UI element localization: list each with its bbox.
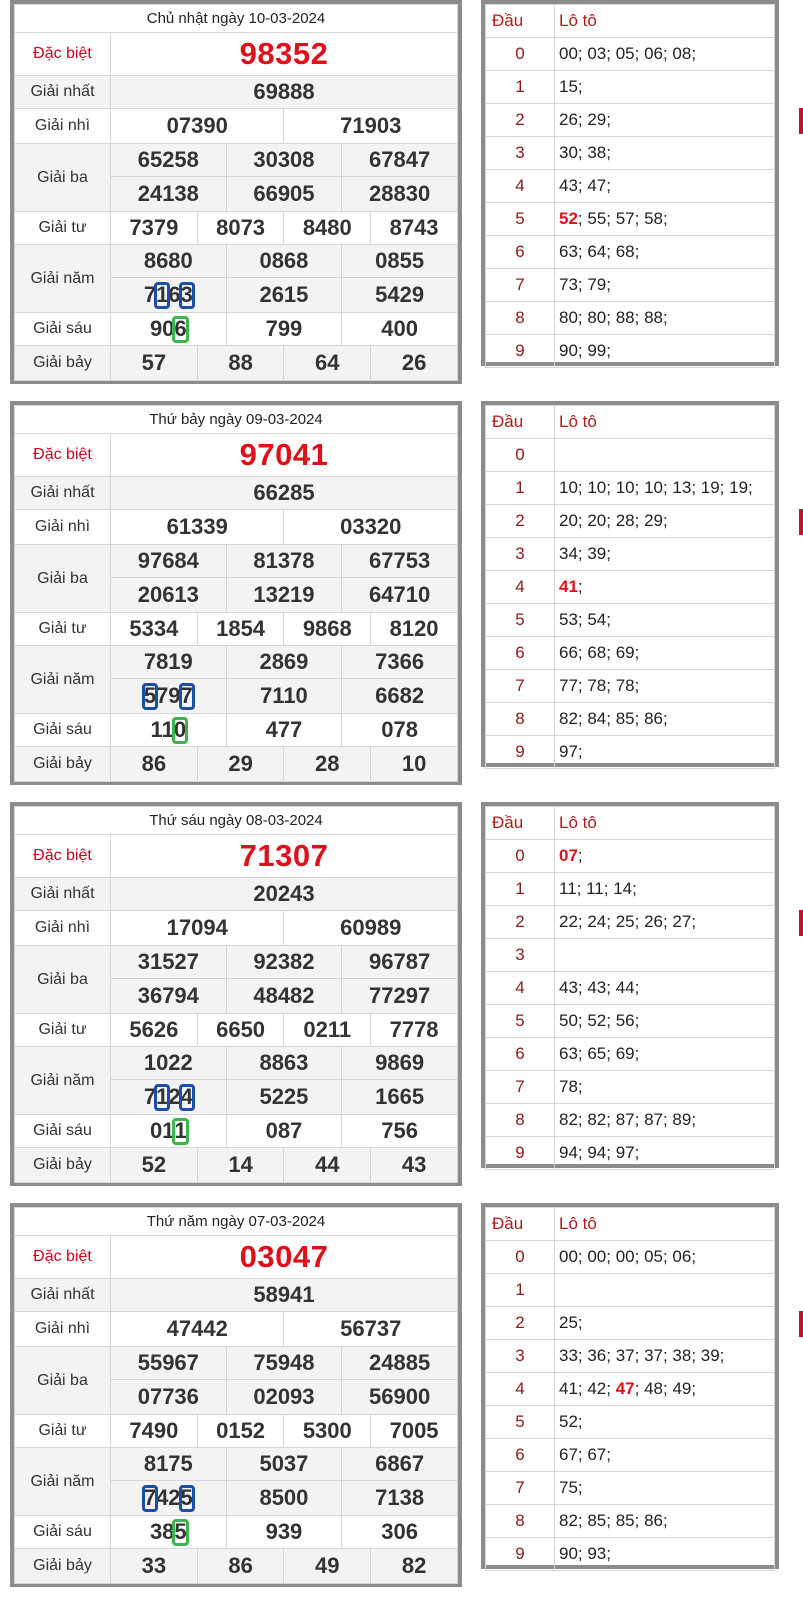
prize-label-seventh: Giải bảy: [15, 747, 111, 782]
draw-date-title: Chủ nhật ngày 10-03-2024: [15, 5, 458, 33]
prize-label-first: Giải nhất: [15, 477, 111, 510]
third-prize-number: 48482: [226, 979, 342, 1014]
fifth-prize-number: 5429: [342, 278, 458, 313]
loto-values: 11; 11; 14;: [555, 873, 775, 906]
third-prize-number: 55967: [111, 1347, 227, 1380]
loto-head-digit: 0: [486, 840, 555, 873]
side-tab-marker: [799, 1311, 803, 1337]
prize-label-fifth: Giải năm: [15, 1047, 111, 1115]
loto-head-digit: 4: [486, 170, 555, 203]
loto-values: 43; 43; 44;: [555, 972, 775, 1005]
sixth-prize-number: 799: [226, 313, 342, 346]
special-prize-number: 03047: [111, 1236, 458, 1279]
fifth-prize-number: 5225: [226, 1080, 342, 1115]
fourth-prize-number: 5300: [284, 1415, 371, 1448]
loto-values-part: ; 48; 49;: [634, 1379, 697, 1398]
results-table: [10, 401, 462, 785]
digits: 7: [143, 1084, 157, 1109]
loto-values: 10; 10; 10; 10; 13; 19; 19;: [555, 472, 775, 505]
first-prize-number: 58941: [111, 1279, 458, 1312]
loto-head-digit: 7: [486, 670, 555, 703]
sixth-prize-number-highlighted: [111, 714, 227, 747]
fourth-prize-number: 8120: [371, 613, 458, 646]
fourth-prize-number: 5334: [111, 613, 198, 646]
first-prize-number: 66285: [111, 477, 458, 510]
prize-label-fifth: Giải năm: [15, 245, 111, 313]
loto-head-digit: 1: [486, 1274, 555, 1307]
loto-table: [481, 401, 779, 767]
green-highlight-digit: 5: [174, 1519, 187, 1544]
loto-values: 90; 93;: [555, 1538, 775, 1571]
second-prize-number: 03320: [284, 510, 458, 545]
seventh-prize-number: 33: [111, 1549, 198, 1584]
loto-head-digit: 8: [486, 703, 555, 736]
prize-label-first: Giải nhất: [15, 878, 111, 911]
fourth-prize-number: 9868: [284, 613, 371, 646]
loto-values: 53; 54;: [555, 604, 775, 637]
fifth-prize-number: 1665: [342, 1080, 458, 1115]
third-prize-number: 64710: [342, 578, 458, 613]
fourth-prize-number: 6650: [197, 1014, 284, 1047]
loto-values: 52;: [555, 1406, 775, 1439]
fourth-prize-number: 0152: [197, 1415, 284, 1448]
loto-head-digit: 0: [486, 439, 555, 472]
loto-head-digit: 8: [486, 1104, 555, 1137]
seventh-prize-number: 57: [111, 346, 198, 381]
loto-values: 00; 03; 05; 06; 08;: [555, 38, 775, 71]
second-prize-number: 07390: [111, 109, 284, 144]
sixth-prize-number: 087: [226, 1115, 342, 1148]
loto-head-digit: 6: [486, 236, 555, 269]
loto-values: 63; 64; 68;: [555, 236, 775, 269]
loto-values: 00; 00; 00; 05; 06;: [555, 1241, 775, 1274]
prize-label-seventh: Giải bảy: [15, 1549, 111, 1584]
loto-values: [555, 1373, 775, 1406]
fifth-prize-number: 7110: [226, 679, 342, 714]
fourth-prize-number: 0211: [284, 1014, 371, 1047]
prize-label-sixth: Giải sáu: [15, 1516, 111, 1549]
sixth-prize-number: 078: [342, 714, 458, 747]
third-prize-number: 31527: [111, 946, 227, 979]
third-prize-number: 75948: [226, 1347, 342, 1380]
day-block: [0, 802, 803, 1192]
seventh-prize-number: 44: [284, 1148, 371, 1183]
third-prize-number: 92382: [226, 946, 342, 979]
prize-label-second: Giải nhì: [15, 109, 111, 144]
loto-values: [555, 571, 775, 604]
loto-values: 34; 39;: [555, 538, 775, 571]
loto-table: [481, 0, 779, 366]
loto-head-digit: 4: [486, 1373, 555, 1406]
loto-values: 15;: [555, 71, 775, 104]
loto-head-digit: 2: [486, 1307, 555, 1340]
blue-highlight-digit: 5: [180, 1485, 193, 1510]
loto-head-digit: 4: [486, 571, 555, 604]
fifth-prize-number: 8863: [226, 1047, 342, 1080]
fifth-prize-number: 8175: [111, 1448, 227, 1481]
special-tail-highlight: 47: [615, 1379, 635, 1398]
third-prize-number: 56900: [342, 1380, 458, 1415]
loto-header-values: Lô tô: [555, 1208, 775, 1241]
loto-head-digit: 6: [486, 637, 555, 670]
second-prize-number: 71903: [284, 109, 458, 144]
loto-values-part: ;: [577, 577, 583, 596]
digits: 79: [156, 683, 181, 708]
loto-values-part: ; 55; 57; 58;: [577, 209, 668, 228]
seventh-prize-number: 86: [111, 747, 198, 782]
loto-values: [555, 439, 775, 472]
draw-date-title: Thứ sáu ngày 08-03-2024: [15, 807, 458, 835]
seventh-prize-number: 88: [197, 346, 284, 381]
loto-values: 20; 20; 28; 29;: [555, 505, 775, 538]
side-tab-marker: [799, 910, 803, 936]
fifth-prize-number: 2869: [226, 646, 342, 679]
fifth-prize-number-highlighted: [111, 278, 227, 313]
results-table: [10, 802, 462, 1186]
third-prize-number: 07736: [111, 1380, 227, 1415]
fifth-prize-number: 0868: [226, 245, 342, 278]
fifth-prize-number: 7819: [111, 646, 227, 679]
fourth-prize-number: 7379: [111, 212, 198, 245]
prize-label-sixth: Giải sáu: [15, 313, 111, 346]
prize-label-sixth: Giải sáu: [15, 714, 111, 747]
digits: 7: [143, 282, 157, 307]
loto-values: 90; 99;: [555, 335, 775, 368]
digits: 42: [156, 1485, 181, 1510]
loto-values: 33; 36; 37; 37; 38; 39;: [555, 1340, 775, 1373]
seventh-prize-number: 26: [371, 346, 458, 381]
loto-values: 82; 82; 87; 87; 89;: [555, 1104, 775, 1137]
side-tab-marker: [799, 509, 803, 535]
loto-head-digit: 7: [486, 269, 555, 302]
loto-values: 82; 84; 85; 86;: [555, 703, 775, 736]
loto-head-digit: 3: [486, 939, 555, 972]
loto-values: 26; 29;: [555, 104, 775, 137]
sixth-prize-number-highlighted: [111, 313, 227, 346]
loto-header-values: Lô tô: [555, 406, 775, 439]
loto-head-digit: 3: [486, 137, 555, 170]
fifth-prize-number: 7138: [342, 1481, 458, 1516]
draw-date-title: Thứ bảy ngày 09-03-2024: [15, 406, 458, 434]
third-prize-number: 66905: [226, 177, 342, 212]
blue-highlight-digit: 1: [156, 282, 169, 307]
loto-values: 73; 79;: [555, 269, 775, 302]
loto-values: 63; 65; 69;: [555, 1038, 775, 1071]
loto-header-values: Lô tô: [555, 807, 775, 840]
seventh-prize-number: 28: [284, 747, 371, 782]
loto-head-digit: 2: [486, 104, 555, 137]
prize-label-fourth: Giải tư: [15, 1014, 111, 1047]
loto-values: 30; 38;: [555, 137, 775, 170]
fourth-prize-number: 8073: [197, 212, 284, 245]
blue-highlight-digit: 5: [143, 683, 157, 708]
loto-values-part: 41; 42;: [559, 1379, 616, 1398]
loto-values: 25;: [555, 1307, 775, 1340]
seventh-prize-number: 29: [197, 747, 284, 782]
fifth-prize-number: 2615: [226, 278, 342, 313]
loto-table: [481, 802, 779, 1168]
loto-head-digit: 0: [486, 38, 555, 71]
third-prize-number: 28830: [342, 177, 458, 212]
loto-values: [555, 939, 775, 972]
prize-label-second: Giải nhì: [15, 510, 111, 545]
prize-label-special: Đặc biệt: [15, 434, 111, 477]
loto-head-digit: 2: [486, 906, 555, 939]
loto-values: 22; 24; 25; 26; 27;: [555, 906, 775, 939]
seventh-prize-number: 49: [284, 1549, 371, 1584]
loto-values-part: ;: [577, 846, 583, 865]
second-prize-number: 17094: [111, 911, 284, 946]
green-highlight-digit: 0: [173, 717, 187, 742]
third-prize-number: 77297: [342, 979, 458, 1014]
prize-label-third: Giải ba: [15, 1347, 111, 1415]
third-prize-number: 67847: [342, 144, 458, 177]
fifth-prize-number: 9869: [342, 1047, 458, 1080]
fifth-prize-number-highlighted: [111, 679, 227, 714]
fifth-prize-number: 8680: [111, 245, 227, 278]
digits: 90: [149, 316, 175, 341]
loto-values: 82; 85; 85; 86;: [555, 1505, 775, 1538]
fifth-prize-number: 6867: [342, 1448, 458, 1481]
loto-values: 80; 80; 88; 88;: [555, 302, 775, 335]
loto-header-dau: Đầu: [486, 1208, 555, 1241]
loto-head-digit: 3: [486, 538, 555, 571]
loto-values: 50; 52; 56;: [555, 1005, 775, 1038]
loto-head-digit: 1: [486, 71, 555, 104]
loto-head-digit: 1: [486, 472, 555, 505]
blue-highlight-digit: 1: [156, 1084, 169, 1109]
prize-label-third: Giải ba: [15, 545, 111, 613]
sixth-prize-number: 400: [342, 313, 458, 346]
special-prize-number: 97041: [111, 434, 458, 477]
loto-head-digit: 9: [486, 335, 555, 368]
second-prize-number: 60989: [284, 911, 458, 946]
day-block: [0, 1203, 803, 1593]
seventh-prize-number: 82: [371, 1549, 458, 1584]
digits: 2: [168, 1084, 181, 1109]
fourth-prize-number: 7490: [111, 1415, 198, 1448]
third-prize-number: 02093: [226, 1380, 342, 1415]
fifth-prize-number: 5037: [226, 1448, 342, 1481]
fifth-prize-number: 7366: [342, 646, 458, 679]
fourth-prize-number: 1854: [197, 613, 284, 646]
prize-label-sixth: Giải sáu: [15, 1115, 111, 1148]
third-prize-number: 96787: [342, 946, 458, 979]
loto-head-digit: 5: [486, 1005, 555, 1038]
prize-label-seventh: Giải bảy: [15, 1148, 111, 1183]
seventh-prize-number: 43: [371, 1148, 458, 1183]
prize-label-fourth: Giải tư: [15, 212, 111, 245]
loto-head-digit: 7: [486, 1472, 555, 1505]
loto-head-digit: 0: [486, 1241, 555, 1274]
prize-label-special: Đặc biệt: [15, 835, 111, 878]
third-prize-number: 36794: [111, 979, 227, 1014]
special-tail-highlight: 41: [559, 577, 578, 596]
loto-head-digit: 8: [486, 302, 555, 335]
third-prize-number: 81378: [226, 545, 342, 578]
blue-highlight-digit: 7: [180, 683, 193, 708]
sixth-prize-number: 306: [342, 1516, 458, 1549]
loto-head-digit: 4: [486, 972, 555, 1005]
fourth-prize-number: 7778: [371, 1014, 458, 1047]
loto-header-dau: Đầu: [486, 807, 555, 840]
loto-values: 97;: [555, 736, 775, 769]
seventh-prize-number: 14: [197, 1148, 284, 1183]
fifth-prize-number: 6682: [342, 679, 458, 714]
seventh-prize-number: 10: [371, 747, 458, 782]
loto-values: [555, 203, 775, 236]
day-block: [0, 0, 803, 390]
prize-label-third: Giải ba: [15, 144, 111, 212]
digits: 01: [149, 1118, 175, 1143]
loto-values: [555, 1274, 775, 1307]
fifth-prize-number: 8500: [226, 1481, 342, 1516]
loto-values: 75;: [555, 1472, 775, 1505]
seventh-prize-number: 86: [197, 1549, 284, 1584]
second-prize-number: 47442: [111, 1312, 284, 1347]
blue-highlight-digit: 7: [143, 1485, 157, 1510]
first-prize-number: 20243: [111, 878, 458, 911]
loto-header-dau: Đầu: [486, 5, 555, 38]
sixth-prize-number: 756: [342, 1115, 458, 1148]
third-prize-number: 24885: [342, 1347, 458, 1380]
prize-label-fourth: Giải tư: [15, 613, 111, 646]
green-highlight-digit: 6: [174, 316, 187, 341]
third-prize-number: 20613: [111, 578, 227, 613]
third-prize-number: 97684: [111, 545, 227, 578]
third-prize-number: 67753: [342, 545, 458, 578]
loto-values: 77; 78; 78;: [555, 670, 775, 703]
fifth-prize-number: 0855: [342, 245, 458, 278]
loto-head-digit: 2: [486, 505, 555, 538]
loto-values: 43; 47;: [555, 170, 775, 203]
loto-head-digit: 9: [486, 1538, 555, 1571]
fifth-prize-number-highlighted: [111, 1481, 227, 1516]
loto-values: 66; 68; 69;: [555, 637, 775, 670]
prize-label-third: Giải ba: [15, 946, 111, 1014]
second-prize-number: 61339: [111, 510, 284, 545]
prize-label-second: Giải nhì: [15, 911, 111, 946]
prize-label-fifth: Giải năm: [15, 1448, 111, 1516]
seventh-prize-number: 52: [111, 1148, 198, 1183]
side-tab-marker: [799, 108, 803, 134]
loto-head-digit: 7: [486, 1071, 555, 1104]
prize-label-first: Giải nhất: [15, 1279, 111, 1312]
fifth-prize-number-highlighted: [111, 1080, 227, 1115]
special-tail-highlight: 52: [559, 209, 578, 228]
digits: 38: [149, 1519, 175, 1544]
third-prize-number: 13219: [226, 578, 342, 613]
second-prize-number: 56737: [284, 1312, 458, 1347]
loto-values: [555, 840, 775, 873]
prize-label-special: Đặc biệt: [15, 1236, 111, 1279]
loto-head-digit: 5: [486, 203, 555, 236]
blue-highlight-digit: 4: [180, 1084, 193, 1109]
prize-label-first: Giải nhất: [15, 76, 111, 109]
fourth-prize-number: 5626: [111, 1014, 198, 1047]
loto-head-digit: 1: [486, 873, 555, 906]
third-prize-number: 65258: [111, 144, 227, 177]
loto-head-digit: 6: [486, 1038, 555, 1071]
loto-table: [481, 1203, 779, 1569]
prize-label-second: Giải nhì: [15, 1312, 111, 1347]
special-tail-highlight: 07: [559, 846, 578, 865]
draw-date-title: Thứ năm ngày 07-03-2024: [15, 1208, 458, 1236]
fifth-prize-number: 1022: [111, 1047, 227, 1080]
fourth-prize-number: 8743: [371, 212, 458, 245]
results-table: [10, 0, 462, 384]
sixth-prize-number: 477: [226, 714, 342, 747]
seventh-prize-number: 64: [284, 346, 371, 381]
fourth-prize-number: 8480: [284, 212, 371, 245]
loto-header-values: Lô tô: [555, 5, 775, 38]
sixth-prize-number-highlighted: [111, 1115, 227, 1148]
loto-head-digit: 9: [486, 1137, 555, 1170]
loto-values: 94; 94; 97;: [555, 1137, 775, 1170]
prize-label-special: Đặc biệt: [15, 33, 111, 76]
loto-head-digit: 3: [486, 1340, 555, 1373]
day-block: [0, 401, 803, 791]
loto-head-digit: 5: [486, 604, 555, 637]
loto-head-digit: 5: [486, 1406, 555, 1439]
third-prize-number: 30308: [226, 144, 342, 177]
loto-head-digit: 9: [486, 736, 555, 769]
sixth-prize-number: 939: [226, 1516, 342, 1549]
loto-head-digit: 8: [486, 1505, 555, 1538]
blue-highlight-digit: 3: [180, 282, 193, 307]
first-prize-number: 69888: [111, 76, 458, 109]
fourth-prize-number: 7005: [371, 1415, 458, 1448]
third-prize-number: 24138: [111, 177, 227, 212]
loto-head-digit: 6: [486, 1439, 555, 1472]
sixth-prize-number-highlighted: [111, 1516, 227, 1549]
results-table: [10, 1203, 462, 1587]
prize-label-fifth: Giải năm: [15, 646, 111, 714]
loto-values: 67; 67;: [555, 1439, 775, 1472]
green-highlight-digit: 1: [174, 1118, 187, 1143]
digits: 11: [150, 717, 174, 742]
loto-values: 78;: [555, 1071, 775, 1104]
loto-header-dau: Đầu: [486, 406, 555, 439]
special-prize-number: 98352: [111, 33, 458, 76]
digits: 6: [168, 282, 181, 307]
prize-label-fourth: Giải tư: [15, 1415, 111, 1448]
prize-label-seventh: Giải bảy: [15, 346, 111, 381]
special-prize-number: 71307: [111, 835, 458, 878]
